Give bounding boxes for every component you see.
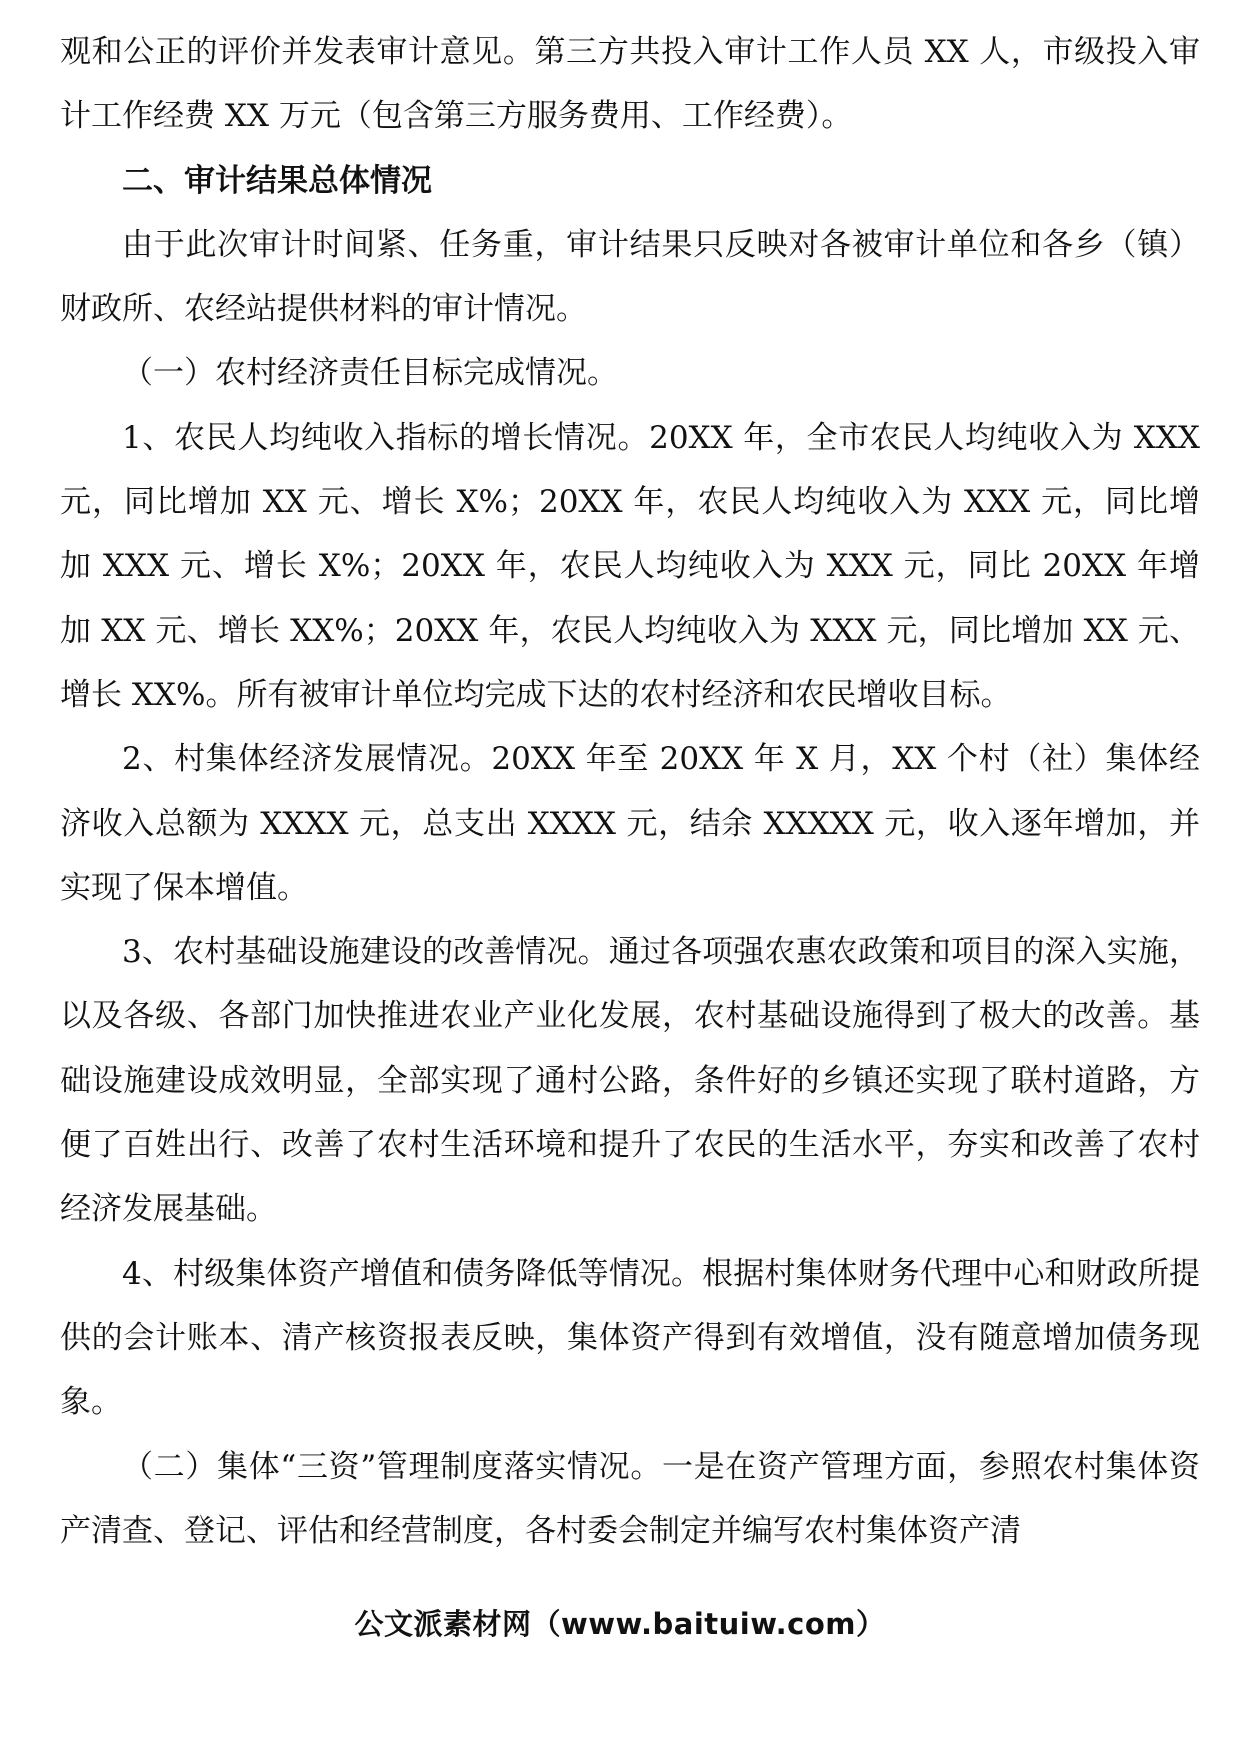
footer-watermark: 公文派素材网（www.baituiw.com） — [354, 1607, 886, 1641]
section-heading-audit-results: 二、审计结果总体情况 — [122, 162, 432, 199]
document-body — [60, 20, 1200, 1563]
subheading-economic-targets: （一）农村经济责任目标完成情况。 — [122, 355, 618, 392]
paragraph-three-assets: （二）集体“三资”管理制度落实情况。一是在资产管理方面，参照农村集体资产清查、登记、评估和经营制度，各村委会制定并编写农村集体资产清 — [60, 1448, 1200, 1549]
paragraph-income-growth: 1、农民人均纯收入指标的增长情况。20XX 年，全市农民人均纯收入为 XXX 元，同比增加 XX 元、增长 X%；20XX 年，农民人均纯收入为 XXX 元，同比增加 XXX 元、增长 X%；20XX 年，农民人均纯收入为 XXX 元，同比 20XX 年增加 XX 元、增长 XX%；20XX 年，农民人均纯收入为 XXX 元，同比增加 XX 元、增长 XX%。所有被审计单位均完成下达的农村经济和农民增收目标。 — [60, 419, 1200, 713]
paragraph-audit-scope: 由于此次审计时间紧、任务重，审计结果只反映对各被审计单位和各乡（镇）财政所、农经站提供材料的审计情况。 — [60, 226, 1200, 328]
paragraph-collective-economy: 2、村集体经济发展情况。20XX 年至 20XX 年 X 月，XX 个村（社）集体经济收入总额为 XXXX 元，总支出 XXXX 元，结余 XXXXX 元，收入逐年增加，并实现了保本增值。 — [60, 741, 1200, 906]
paragraph-audit-staffing: 观和公正的评价并发表审计意见。第三方共投入审计工作人员 XX 人，市级投入审计工作经费 XX 万元（包含第三方服务费用、工作经费）。 — [60, 34, 1200, 135]
paragraph-asset-debt: 4、村级集体资产增值和债务降低等情况。根据村集体财务代理中心和财政所提供的会计账本、清产核资报表反映，集体资产得到有效增值，没有随意增加债务现象。 — [60, 1255, 1200, 1421]
paragraph-infrastructure: 3、农村基础设施建设的改善情况。通过各项强农惠农政策和项目的深入实施，以及各级、各部门加快推进农业产业化发展，农村基础设施得到了极大的改善。基础设施建设成效明显，全部实现了通村公路，条件好的乡镇还实现了联村道路，方便了百姓出行、改善了农村生活环境和提升了农民的生活水平，夯实和改善了农村经济发展基础。 — [60, 934, 1200, 1228]
